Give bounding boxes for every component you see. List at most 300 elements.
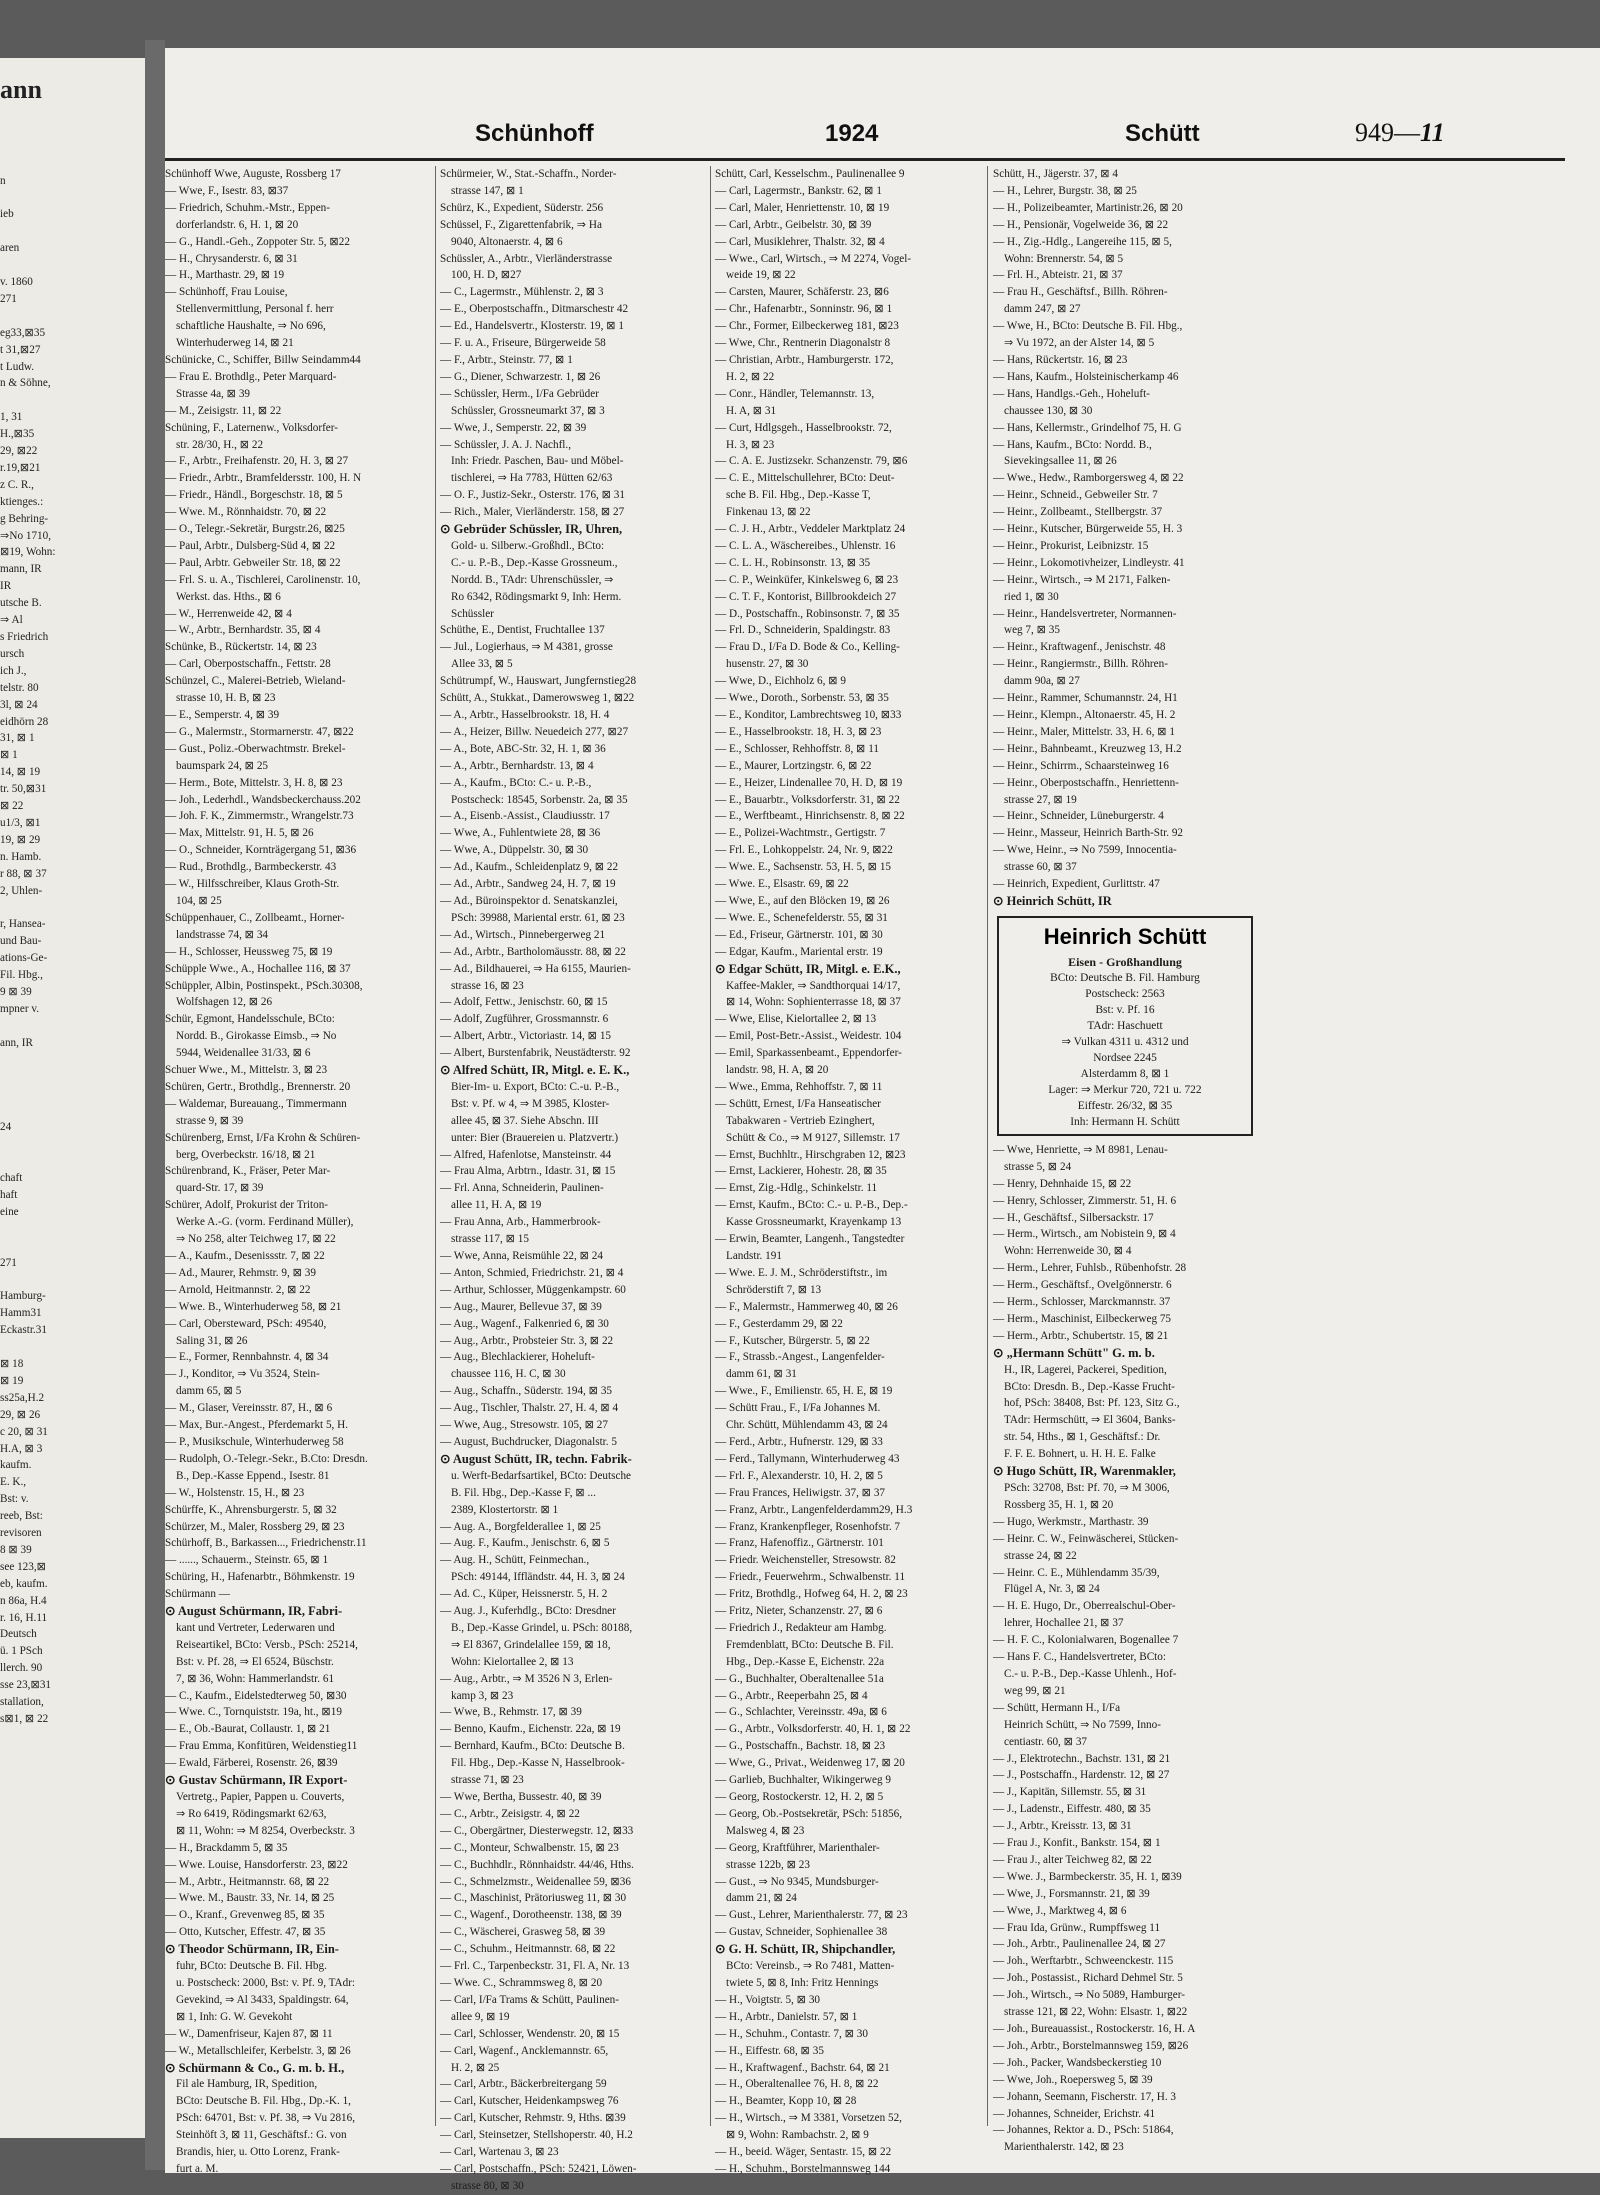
directory-entry-line: — H., Schlosser, Heussweg 75, ⊠ 19 [165,945,333,958]
directory-entry-line: — Heinr., Schneider, Lüneburgerstr. 4 [993,810,1164,823]
directory-entry-line: — Heinr., Bahnbeamt., Kreuzweg 13, H.2 [993,742,1182,755]
directory-entry-line: — C., Wäscherei, Grasweg 58, ⊠ 39 [440,1926,606,1939]
directory-entry-line: — Franz, Krankenpfleger, Rosenhofstr. 7 [715,1520,901,1533]
directory-entry-line: Malsweg 4, ⊠ 23 [726,1824,805,1837]
left-page-line [0,392,145,409]
directory-entry-line: str. 54, Hths., ⊠ 1, Geschäftsf.: Dr. [1004,1431,1161,1444]
directory-entry-line: — Frau Anna, Arb., Hammerbrook- [440,1216,601,1229]
left-page-line: eg33,⊠35 [0,326,46,339]
directory-entry-line: — Herm., Schlosser, Marckmannstr. 37 [993,1296,1171,1309]
directory-entry-line: — Carl, Kutscher, Heidenkampsweg 76 [440,2095,619,2108]
directory-entry-line: — Joh., Packer, Wandsbeckerstieg 10 [993,2056,1162,2069]
directory-entry-line: Marienthalerstr. 142, ⊠ 23 [1004,2141,1124,2154]
directory-entry-line: centiastr. 60, ⊠ 37 [1004,1735,1088,1748]
directory-entry-line: — C., Schuhm., Heitmannstr. 68, ⊠ 22 [440,1943,616,1956]
directory-entry-line: — J., Postschaffn., Hardenstr. 12, ⊠ 27 [993,1769,1170,1782]
directory-entry-line: Schünzel, C., Malerei-Betrieb, Wieland- [165,675,346,688]
directory-entry-line: — Wwe, A., Fuhlentwiete 28, ⊠ 36 [440,827,601,840]
directory-entry-line: damm 21, ⊠ 24 [726,1892,797,1905]
directory-entry-line: husenstr. 27, ⊠ 30 [726,658,809,671]
directory-entry-line: — E., Heizer, Lindenallee 70, H. D, ⊠ 19 [715,776,903,789]
directory-entry-line: Schürenberg, Ernst, I/Fa Krohn & Schüren- [165,1131,361,1144]
directory-entry-line: — E., Schlosser, Rehhoffstr. 8, ⊠ 11 [715,742,879,755]
directory-entry-line: Schürenbrand, K., Fräser, Peter Mar- [165,1165,331,1178]
directory-entry-line: — Franz, Arbtr., Langenfelderdamm29, H.3 [715,1503,913,1516]
directory-entry-line: — E., Werftbeamt., Hinrichsenstr. 8, ⊠ 22 [715,810,905,823]
directory-entry-line: Schünke, B., Rückertstr. 14, ⊠ 23 [165,641,317,654]
left-page-line [0,189,145,206]
directory-entry-line: u. Postscheck: 2000, Bst: v. Pf. 9, TAdr: [176,1976,356,1989]
header-left-keyword: Schünhoff [475,120,594,147]
directory-entry-line: — Frl. E., Lohkoppelstr. 24, Nr. 9, ⊠22 [715,844,893,857]
directory-entry-line: — Frau H., Geschäftsf., Billh. Röhren- [993,286,1168,299]
directory-entry-line: — Wwe, Bertha, Bussestr. 40, ⊠ 39 [440,1791,602,1803]
left-page-line [0,1085,145,1102]
left-page-line [0,156,145,173]
directory-entry-line: Tabakwaren - Vertrieb Ezinghert, [726,1114,875,1127]
directory-entry-line: — Anton, Schmied, Friedrichstr. 21, ⊠ 4 [440,1266,624,1279]
directory-entry-line: — Herm., Bote, Mittelstr. 3, H. 8, ⊠ 23 [165,776,343,789]
directory-entry-line: — Heinr., Handelsvertreter, Normannen- [993,607,1177,620]
directory-entry-line: — W., Hilfsschreiber, Klaus Groth-Str. [165,878,340,891]
directory-entry-line: strasse 60, ⊠ 37 [1004,861,1077,874]
directory-entry-line: lehrer, Hochallee 21, ⊠ 37 [1004,1617,1124,1630]
left-page-line: telstr. 80 [0,681,39,694]
directory-entry-line: — Paul, Arbtr. Gebweiler Str. 18, ⊠ 22 [165,556,341,569]
directory-entry-line: — Max, Bur.-Angest., Pferdemarkt 5, H. [165,1419,349,1432]
directory-page [165,48,1600,2192]
directory-entry-line: — Wwe. M., Rönnhaidstr. 70, ⊠ 22 [165,506,327,519]
directory-entry-line: — A., Arbtr., Hasselbrookstr. 18, H. 4 [440,709,610,721]
directory-entry-line: — A., Arbtr., Bernhardstr. 13, ⊠ 4 [440,759,594,772]
directory-entry-line: — Chr., Former, Eilbeckerweg 181, ⊠23 [715,320,899,333]
directory-entry-line: Wohn: Herrenweide 30, ⊠ 4 [1004,1245,1132,1258]
directory-entry-line: — Otto, Kutscher, Effestr. 47, ⊠ 35 [165,1926,326,1939]
left-page-line: 14, ⊠ 19 [0,766,41,779]
directory-entry-line: — Christian, Arbtr., Hamburgerstr. 172, [715,353,894,366]
directory-entry-line: damm 90a, ⊠ 27 [1004,675,1080,688]
left-page-fragment [0,58,145,2138]
book-gutter [145,40,165,2170]
directory-entry-line: — H., beeid. Wäger, Sentastr. 15, ⊠ 22 [715,2146,892,2159]
directory-entry-line: — Wwe., Hedw., Ramborgersweg 4, ⊠ 22 [993,472,1184,485]
directory-entry-line: — Ferd., Arbtr., Hufnerstr. 129, ⊠ 33 [715,1435,883,1448]
directory-entry-line: — Heinr., Oberpostschaffn., Henriettenn- [993,776,1179,789]
directory-entry-line: — F., Kutscher, Bürgerstr. 5, ⊠ 22 [715,1334,870,1347]
directory-entry-line: Saling 31, ⊠ 26 [176,1334,248,1347]
directory-entry-line: — Henry, Dehnhaide 15, ⊠ 22 [993,1177,1132,1190]
directory-entry-line: 104, ⊠ 25 [176,894,222,907]
left-page-line: eb, kaufm. [0,1577,48,1590]
directory-entry-line: — Friedr., Feuerwehrm., Schwalbenstr. 11 [715,1571,906,1584]
directory-entry-line: 9040, Altonaerstr. 4, ⊠ 6 [451,235,563,248]
directory-entry-line: strasse 9, ⊠ 39 [176,1114,244,1127]
directory-entry-line: — Frau J., alter Teichweg 82, ⊠ 22 [993,1853,1152,1866]
left-page-line [0,122,145,139]
ad-line: Nordsee 2245 [1093,1051,1157,1064]
left-page-line [0,900,145,917]
left-page-line: 29, ⊠22 [0,445,38,458]
directory-entry-line: — Fritz, Brothdlg., Hofweg 64, H. 2, ⊠ 23 [715,1588,908,1601]
directory-entry-line: — Carl, Wagenf., Ancklemannstr. 65, [440,2044,609,2057]
directory-entry-line: — C., Buchhdlr., Rönnhaidstr. 44/46, Hths. [440,1858,634,1871]
directory-entry-line: — Johann, Seemann, Fischerstr. 17, H. 3 [993,2090,1177,2103]
directory-entry-line: Rossberg 35, H. 1, ⊠ 20 [1004,1498,1114,1511]
directory-entry-line: — Heinr., Wirtsch., ⇒ M 2171, Falken- [993,573,1171,586]
directory-entry-line: strasse 24, ⊠ 22 [1004,1549,1077,1562]
directory-entry-line: — H., Chrysanderstr. 6, ⊠ 31 [165,252,298,265]
directory-entry-line: TAdr: Hermschütt, ⇒ El 3604, Banks- [1004,1414,1176,1427]
directory-entry-line: — Erwin, Beamter, Langenh., Tangstedter [715,1233,905,1246]
directory-entry-line: — Wwe, A., Düppelstr. 30, ⊠ 30 [440,844,589,857]
directory-entry-line: — Chr., Hafenarbtr., Sonninstr. 96, ⊠ 1 [715,303,893,316]
directory-entry-line: Schürmeier, W., Stat.-Schaffn., Norder- [440,168,617,180]
ad-line: Alsterdamm 8, ⊠ 1 [1080,1067,1170,1080]
directory-entry-line: strasse 5, ⊠ 24 [1004,1160,1072,1173]
page-number: 949—11 [1355,118,1445,147]
left-page-line: mann, IR [0,563,42,576]
left-page-line: t Ludw. [0,360,35,373]
directory-entry-line: weg 99, ⊠ 21 [1004,1684,1066,1697]
directory-entry-line: — H., Oberaltenallee 76, H. 8, ⊠ 22 [715,2078,879,2091]
left-page-line [0,139,145,156]
directory-entry-line: Wohn: Brennerstr. 54, ⊠ 5 [1004,252,1124,265]
directory-entry-line: — J., Kapitän, Sillemstr. 55, ⊠ 31 [993,1786,1147,1799]
directory-entry-line: Gold- u. Silberw.-Großhdl., BCto: [451,539,605,552]
directory-entry-line: landstr. 98, H. A, ⊠ 20 [726,1064,829,1077]
directory-entry-line: — Heinr., Schneid., Gebweiler Str. 7 [993,489,1158,502]
left-page-line: utsche B. [0,597,42,610]
left-page-line: IR [0,580,12,593]
directory-entry-line: Nordd. B., TAdr: Uhrenschüssler, ⇒ [451,573,614,586]
directory-entry-line: — J., Arbtr., Kreisstr. 13, ⊠ 31 [993,1820,1132,1833]
directory-entry-line: — Albert, Burstenfabrik, Neustädterstr. 92 [440,1047,631,1060]
directory-entry-line: — Georg, Rostockerstr. 12, H. 2, ⊠ 5 [715,1791,884,1803]
directory-entry-line: — Carl, Wartenau 3, ⊠ 23 [440,2146,559,2159]
left-page-line [0,1339,145,1356]
directory-entry-line: — M., Arbtr., Heitmannstr. 68, ⊠ 22 [165,1875,330,1888]
left-page-line [0,223,145,240]
left-page-line: ursch [0,647,25,660]
left-page-line: ktienges.: [0,495,44,508]
directory-entry-line: — H., Zig.-Hdlg., Langereihe 115, ⊠ 5, [993,235,1172,248]
left-page-line: eine [0,1205,19,1218]
directory-entry-line: 2389, Klostertorstr. ⊠ 1 [451,1503,559,1516]
directory-entry-line: — F., Arbtr., Steinstr. 77, ⊠ 1 [440,353,573,366]
left-page-line: c 20, ⊠ 31 [0,1425,48,1438]
directory-entry-line: — W., Arbtr., Bernhardstr. 35, ⊠ 4 [165,624,321,637]
directory-entry-line: weg 7, ⊠ 35 [1004,624,1060,637]
left-page-line: n. Hamb. [0,850,42,863]
ad-title: Heinrich Schütt [1043,923,1207,949]
directory-entry-line: — Wwe, Heinr., ⇒ No 7599, Innocentia- [993,844,1177,857]
directory-entry-line: — Ferd., Tallymann, Winterhuderweg 43 [715,1452,900,1465]
directory-entry-line: — Aug., Blechlackierer, Hoheluft- [440,1351,595,1364]
directory-entry-line: damm 65, ⊠ 5 [176,1385,242,1398]
left-page-line [0,1221,145,1238]
directory-entry-line: — Schüssler, Herm., I/Fa Gebrüder [440,387,599,400]
directory-entry-line: — Frl. S. u. A., Tischlerei, Carolinenstr. 10, [165,573,361,586]
directory-entry-line: ⊙ Heinrich Schütt, IR [993,893,1112,908]
directory-entry-line: — Frau Emma, Konfitüren, Weidenstieg11 [165,1740,358,1753]
left-page-line [0,1238,145,1255]
directory-entry-line: — Hans, Kaufm., BCto: Nordd. B., [993,438,1152,451]
directory-entry-line: — Friedrich, Schuhm.-Mstr., Eppen- [165,201,330,214]
directory-entry-line: ⊙ Alfred Schütt, IR, Mitgl. e. E. K., [440,1063,630,1078]
directory-entry-line: weide 19, ⊠ 22 [726,269,796,282]
directory-entry-line: — G., Handl.-Geh., Zoppoter Str. 5, ⊠22 [165,235,350,248]
left-page-line: eidhörn 28 [0,715,49,728]
directory-entry-line: — Carl, Arbtr., Bäckerbreitergang 59 [440,2078,607,2091]
directory-entry-line: Schütt, H., Jägerstr. 37, ⊠ 4 [993,168,1118,180]
directory-entry-line: — O. F., Justiz-Sekr., Osterstr. 176, ⊠ 31 [440,489,625,502]
directory-entry-line: — Arthur, Schlosser, Müggenkampstr. 60 [440,1283,626,1296]
directory-entry-line: quard-Str. 17, ⊠ 39 [176,1182,264,1195]
directory-entry-line: — Bernhard, Kaufm., BCto: Deutsche B. [440,1740,625,1753]
directory-entry-line: — Rudolph, O.-Telegr.-Sekr., B.Cto: Dresdn. [165,1452,368,1465]
directory-entry-line: — Schütt, Ernest, I/Fa Hanseatischer [715,1097,881,1110]
directory-entry-line: — G., Arbtr., Reeperbahn 25, ⊠ 4 [715,1689,868,1702]
directory-entry-line: — Carl, Oberpostschaffn., Fettstr. 28 [165,658,331,671]
directory-entry-line: Fil. Hbg., Dep.-Kasse N, Hasselbrook- [451,1757,625,1770]
directory-entry-line: — Frl. Anna, Schneiderin, Paulinen- [440,1182,604,1195]
left-page-line: Hamm31 [0,1307,42,1320]
directory-entry-line: Winterhuderweg 14, ⊠ 21 [176,337,294,350]
header-right-keyword: Schütt [1125,120,1200,147]
left-page-line: ann, IR [0,1036,33,1049]
directory-entry-line: strasse 71, ⊠ 23 [451,1774,524,1787]
directory-entry-line: — M., Zeisigstr. 11, ⊠ 22 [165,404,282,417]
directory-entry-line: F. F. E. Bohnert, u. H. H. E. Falke [1004,1448,1156,1461]
directory-entry-line: — Wwe. M., Baustr. 33, Nr. 14, ⊠ 25 [165,1892,335,1905]
directory-entry-line: Bst: v. Pf. 28, ⇒ El 6524, Büschstr. [176,1655,334,1668]
directory-entry-line: Reiseartikel, BCto: Versb., PSch: 25214, [176,1638,358,1651]
left-page-line: mpner v. [0,1002,40,1015]
directory-entry-line: PSch: 32708, Bst: Pf. 70, ⇒ M 3006, [1004,1482,1170,1494]
directory-entry-line: — Heinr., Zollbeamt., Stellbergstr. 37 [993,506,1163,519]
directory-entry-line: — Frau E. Brothdlg., Peter Marquard- [165,370,337,383]
directory-entry-line: — Wwe, Aug., Stresowstr. 105, ⊠ 27 [440,1419,608,1432]
directory-entry-line: H. A, ⊠ 31 [726,404,777,417]
left-page-line [0,1018,145,1035]
directory-entry-line: — Frau D., I/Fa D. Bode & Co., Kelling- [715,641,900,654]
directory-entry-line: — O., Kranf., Grevenweg 85, ⊠ 35 [165,1909,325,1922]
directory-entry-line: ⊙ „Hermann Schütt" G. m. b. [993,1345,1155,1360]
directory-entry-line: — Frl. H., Abteistr. 21, ⊠ 37 [993,269,1123,282]
directory-entry-line: — H., Marthastr. 29, ⊠ 19 [165,269,285,282]
directory-entry-line: Nordd. B., Girokasse Eimsb., ⇒ No [176,1030,337,1043]
directory-entry-line: Werke A.-G. (vorm. Ferdinand Müller), [176,1216,354,1229]
column-divider [987,166,988,2126]
directory-entry-line: — H., Eiffestr. 68, ⊠ 35 [715,2044,824,2057]
left-page-line [0,308,145,325]
directory-entry-line: 100, H. D, ⊠27 [451,269,522,282]
directory-entry-line: — Wwe. C., Schrammsweg 8, ⊠ 20 [440,1976,603,1989]
directory-entry-line: berg, Overbeckstr. 16/18, ⊠ 21 [176,1148,316,1161]
directory-entry-line: Schüthe, E., Dentist, Fruchtallee 137 [440,624,605,637]
directory-entry-line: — F. u. A., Friseure, Bürgerweide 58 [440,337,606,350]
directory-entry-line: — G., Malermstr., Stormarnerstr. 47, ⊠22 [165,725,354,738]
left-page-line: r. 16, H.11 [0,1611,48,1624]
directory-entry-line: ⊙ Gustav Schürmann, IR Export- [165,1773,348,1788]
directory-entry-line: — G., Arbtr., Volksdorferstr. 40, H. 1, ⊠ 22 [715,1723,911,1736]
directory-entry-line: B., Dep.-Kasse Eppend., Isestr. 81 [176,1469,330,1482]
directory-entry-line: ⇒ Vu 1972, an der Alster 14, ⊠ 5 [1004,337,1155,350]
directory-entry-line: — Wwe., Doroth., Sorbenstr. 53, ⊠ 35 [715,692,889,705]
directory-entry-line: — F., Gesterdamm 29, ⊠ 22 [715,1317,843,1330]
directory-entry-line: PSch: 64701, Bst: v. Pf. 38, ⇒ Vu 2816, [176,2112,356,2125]
left-page-line: tr. 50,⊠31 [0,783,47,796]
directory-entry-line: Schütrumpf, W., Hauswart, Jungfernstieg28 [440,675,637,688]
directory-entry-line: — Friedr., Händl., Borgeschstr. 18, ⊠ 5 [165,489,343,502]
left-page-line: reeb, Bst: [0,1510,43,1523]
directory-entry-line: — C. J. H., Arbtr., Veddeler Marktplatz 24 [715,523,906,536]
ad-line: BCto: Deutsche B. Fil. Hamburg [1050,971,1200,984]
left-page-line: ⊠ 18 [0,1357,24,1370]
directory-entry-line: — Jul., Logierhaus, ⇒ M 4381, grosse [440,641,613,654]
directory-entry-line: strasse 10, H. B, ⊠ 23 [176,692,276,705]
directory-entry-line: — Schünhoff, Frau Louise, [165,286,288,299]
left-page-line: v. 1860 [0,275,33,288]
left-page-line: 271 [0,1256,17,1269]
directory-entry-line: PSch: 39988, Mariental erstr. 61, ⊠ 23 [451,911,625,924]
directory-entry-line: Schüssel, F., Zigarettenfabrik, ⇒ Ha [440,218,602,231]
directory-entry-line: — Gustav, Schneider, Sophienallee 38 [715,1926,888,1939]
directory-entry-line: H. 3, ⊠ 23 [726,438,775,451]
directory-entry-line: — Wwe, J., Forsmannstr. 21, ⊠ 39 [993,1887,1150,1900]
directory-entry-line: Schüpple Wwe., A., Hochallee 116, ⊠ 37 [165,962,351,975]
directory-entry-line: — P., Musikschule, Winterhuderweg 58 [165,1435,344,1448]
directory-entry-line: H. 2, ⊠ 25 [451,2061,500,2074]
directory-entry-line: — Rich., Maler, Vierländerstr. 158, ⊠ 27 [440,506,625,519]
directory-entry-line: — Wwe., Carl, Wirtsch., ⇒ M 2274, Vogel- [715,252,912,265]
directory-entry-line: — Ewald, Färberei, Rosenstr. 26, ⊠39 [165,1757,338,1770]
directory-entry-line: — A., Kaufm., BCto: C.- u. P.-B., [440,776,592,789]
directory-entry-line: str. 28/30, H., ⊠ 22 [176,438,264,451]
directory-entry-line: — Benno, Kaufm., Eichenstr. 22a, ⊠ 19 [440,1723,621,1736]
directory-entry-line: — Herm., Maschinist, Eilbeckerweg 75 [993,1312,1172,1325]
left-page-line: ann [0,74,42,104]
directory-entry-line: — Henry, Schlosser, Zimmerstr. 51, H. 6 [993,1194,1177,1207]
left-page-line: ieb [0,208,14,221]
directory-entry-line: Brandis, hier, u. Otto Lorenz, Frank- [176,2146,340,2159]
directory-entry-line: Kaffee-Makler, ⇒ Sandthorquai 14/17, [726,979,901,992]
directory-entry-line: — Ad., Arbtr., Sandweg 24, H. 7, ⊠ 19 [440,878,616,891]
directory-entry-line: — D., Postschaffn., Robinsonstr. 7, ⊠ 35 [715,607,900,620]
directory-entry-line: — Aug., Arbtr., Probsteier Str. 3, ⊠ 22 [440,1334,614,1347]
left-page-line [0,1069,145,1086]
directory-entry-line: — Frl. D., Schneiderin, Spaldingstr. 83 [715,624,891,637]
directory-entry-line: allee 9, ⊠ 19 [451,2010,510,2023]
directory-entry-line: — Johannes, Schneider, Erichstr. 41 [993,2107,1156,2120]
directory-entry-line: — Frau Alma, Arbtrn., Idastr. 31, ⊠ 15 [440,1165,616,1178]
directory-entry-line: schaftliche Haushalte, ⇒ No 696, [176,320,326,333]
directory-entry-line: strasse 16, ⊠ 23 [451,979,524,992]
directory-entry-line: — Joh., Lederhdl., Wandsbeckerchauss.202 [165,793,361,806]
left-page-line: chaft [0,1172,23,1184]
directory-entry-line: Schünicke, C., Schiffer, Billw Seindamm44 [165,353,361,366]
directory-entry-line: — Gust., Poliz.-Oberwachtmstr. Brekel- [165,742,346,755]
directory-entry-line: Sievekingsallee 11, ⊠ 26 [1004,455,1117,468]
ad-line: Postscheck: 2563 [1085,987,1165,1000]
directory-entry-line: — H., Schuhm., Contastr. 7, ⊠ 30 [715,2027,868,2040]
directory-entry-line: — Hugo, Werkmstr., Marthastr. 39 [993,1515,1149,1528]
directory-entry-line: — E., Hasselbrookstr. 18, H. 3, ⊠ 23 [715,725,882,738]
directory-entry-line: — Franz, Hafenoffiz., Gärtnerstr. 101 [715,1537,884,1550]
directory-entry-line: — Gust., Lehrer, Marienthalerstr. 77, ⊠ 23 [715,1909,908,1922]
directory-entry-line: — C., Wagenf., Dorotheenstr. 138, ⊠ 39 [440,1909,622,1922]
directory-entry-line: — Adolf, Zugführer, Grossmannstr. 6 [440,1013,609,1026]
directory-entry-line: — C. A. E. Justizsekr. Schanzenstr. 79, ⊠6 [715,455,908,468]
left-page-line: Eckastr.31 [0,1324,47,1337]
directory-entry-line: ⊙ Hugo Schütt, IR, Warenmakler, [993,1464,1176,1479]
left-page-line: Bst: v. [0,1493,29,1506]
directory-entry-line: — Aug., Arbtr., ⇒ M 3526 N 3, Erlen- [440,1672,613,1685]
directory-entry-line: — F., Strassb.-Angest., Langenfelder- [715,1351,885,1364]
left-page-line: s Friedrich [0,631,49,643]
directory-entry-line: — Hans, Handlgs.-Geh., Hoheluft- [993,387,1150,400]
directory-entry-line: ⊠ 9, Wohn: Rambachstr. 2, ⊠ 9 [726,2129,869,2142]
directory-entry-line: ⊙ Schürmann & Co., G. m. b. H., [165,2060,345,2075]
left-page-line: und Bau- [0,935,42,948]
directory-entry-line: ⇒ El 8367, Grindelallee 159, ⊠ 18, [451,1638,611,1651]
directory-entry-line: — Edgar, Kaufm., Mariental erstr. 19 [715,945,883,958]
directory-entry-line: — Ed., Handelsvertr., Klosterstr. 19, ⊠ 1 [440,320,624,333]
directory-entry-line: — Waldemar, Bureauang., Timmermann [165,1097,347,1110]
directory-entry-line: Steinhöft 3, ⊠ 11, Geschäftsf.: G. von [176,2129,347,2142]
left-page-line [0,1153,145,1170]
directory-entry-line: — Ad., Bildhauerei, ⇒ Ha 6155, Maurien- [440,962,631,975]
directory-entry-line: — Heinr. C. W., Feinwäscherei, Stücken- [993,1532,1179,1545]
directory-entry-line: — Joh., Werftarbtr., Schweenckestr. 115 [993,1955,1174,1968]
left-page-line [0,1271,145,1288]
column-3 [715,166,980,2175]
directory-entry-line: — C., Obergärtner, Diesterwegstr. 12, ⊠33 [440,1824,634,1837]
directory-entry-line: damm 247, ⊠ 27 [1004,303,1081,316]
directory-entry-line: — C., Monteur, Schwalbenstr. 15, ⊠ 23 [440,1841,619,1854]
directory-entry-line: furt a. M. [176,2162,219,2175]
directory-entry-line: ⊠ 11, Wohn: ⇒ M 8254, Overbeckstr. 3 [176,1824,355,1837]
directory-entry-line: — E., Oberpostschaffn., Ditmarschestr 42 [440,303,629,316]
directory-entry-line: — Herm., Lehrer, Fuhlsb., Rübenhofstr. 28 [993,1262,1187,1275]
directory-entry-line: strasse 27, ⊠ 19 [1004,793,1077,806]
directory-entry-line: H. 2, ⊠ 22 [726,370,775,383]
directory-entry-line: — C., Maschinist, Prätoriusweg 11, ⊠ 30 [440,1892,627,1905]
left-page-line: 9 ⊠ 39 [0,986,32,999]
directory-entry-line: — Emil, Post-Betr.-Assist., Weidestr. 104 [715,1030,902,1043]
advertisement-box [997,916,1253,1136]
left-page-line: z C. R., [0,478,34,491]
directory-entry-line: H., IR, Lagerei, Packerei, Spedition, [1004,1363,1167,1376]
directory-entry-line: B., Dep.-Kasse Grindel, u. PSch: 80188, [451,1621,633,1634]
directory-entry-line: — Wwe. E., Schenefelderstr. 55, ⊠ 31 [715,911,888,924]
directory-entry-line: — H., Arbtr., Danielstr. 57, ⊠ 1 [715,2010,858,2023]
directory-entry-line: strasse 117, ⊠ 15 [451,1233,529,1246]
directory-entry-line: — Joh., Arbtr., Paulinenallee 24, ⊠ 27 [993,1938,1166,1951]
directory-entry-line: twiete 5, ⊠ 8, Inh: Fritz Hennings [726,1976,879,1989]
directory-entry-line: — W., Damenfriseur, Kajen 87, ⊠ 11 [165,2027,333,2040]
directory-entry-line: chaussee 116, H. C, ⊠ 30 [451,1368,566,1381]
directory-entry-line: — Ad., Arbtr., Bartholomäusstr. 88, ⊠ 22 [440,945,626,958]
directory-entry-line: — Herm., Arbtr., Schubertstr. 15, ⊠ 21 [993,1329,1169,1342]
left-page-line: 31, ⊠ 1 [0,732,35,745]
left-page-line: ⊠ 19 [0,1374,24,1387]
directory-entry-line: — Wwe. B., Winterhuderweg 58, ⊠ 21 [165,1300,342,1313]
directory-entry-line: — H., Brackdamm 5, ⊠ 35 [165,1841,288,1854]
left-page-line [0,1052,145,1069]
directory-entry-line: u. Werft-Bedarfsartikel, BCto: Deutsche [451,1469,632,1482]
directory-entry-line: Schuer Wwe., M., Mittelstr. 3, ⊠ 23 [165,1064,328,1077]
